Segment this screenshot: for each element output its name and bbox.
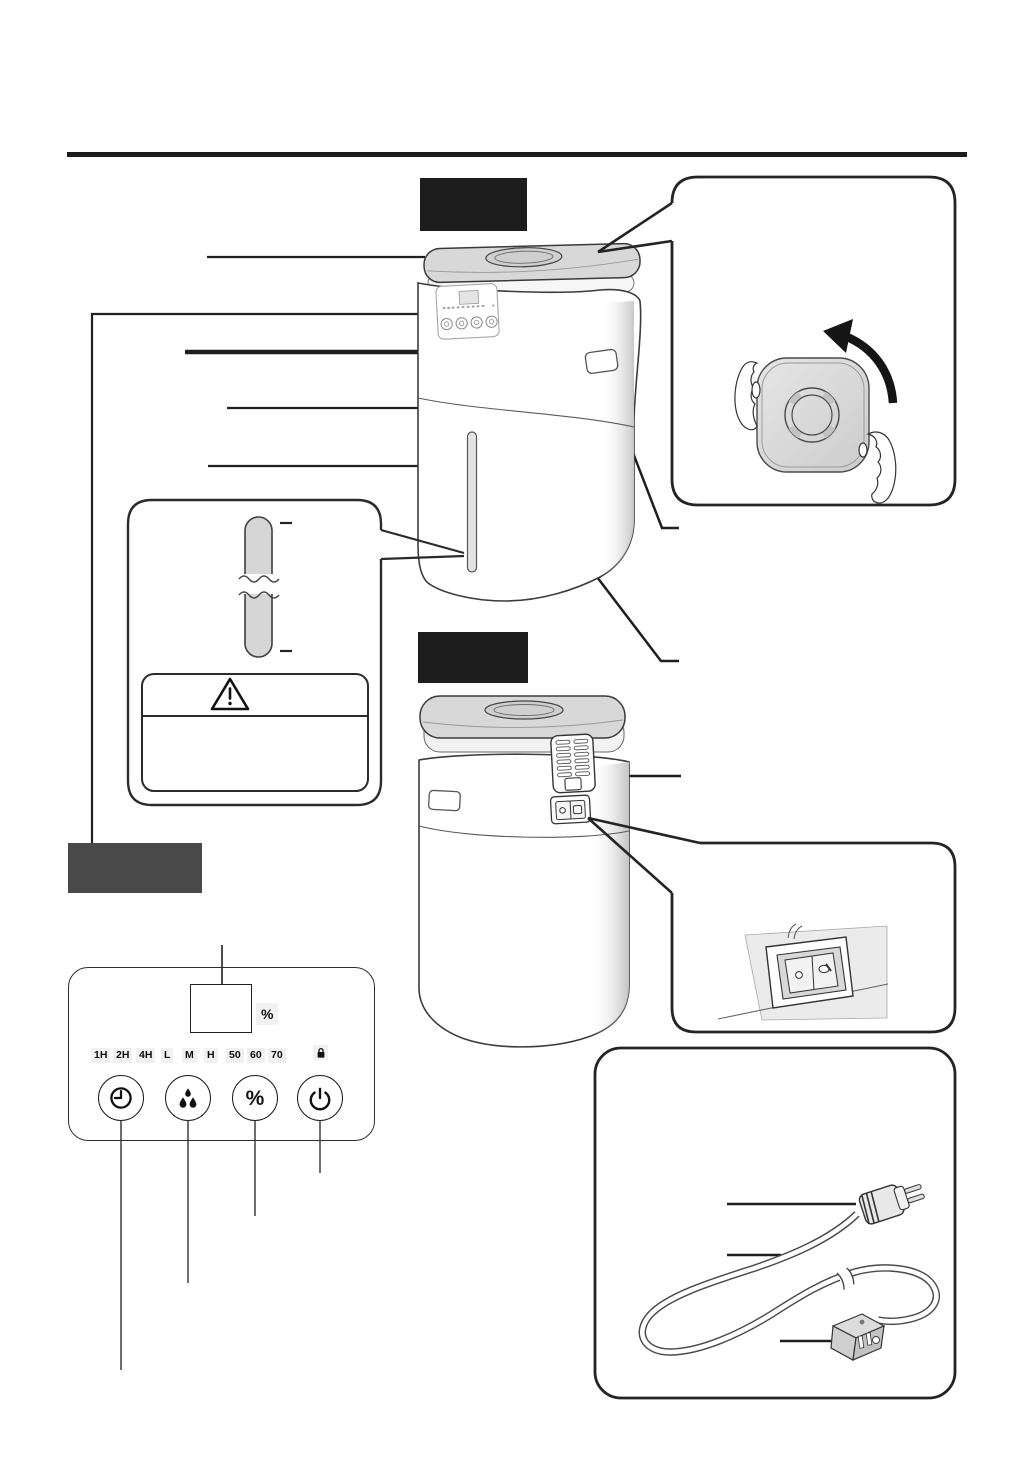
timer-button (98, 1075, 144, 1121)
timer-chip-4h: 4H (136, 1048, 155, 1063)
water-level-detail-box (128, 500, 464, 805)
lock-icon (313, 1045, 328, 1060)
power-icon (307, 1085, 333, 1111)
power-cord (642, 1214, 936, 1352)
humidity-chip-60: 60 (247, 1048, 265, 1063)
mist-chip-low: L (161, 1048, 173, 1063)
front-panel-display (459, 290, 479, 304)
timer-chip-2h: 2H (113, 1048, 132, 1063)
power-plug (858, 1176, 927, 1225)
back-view-label-box (418, 632, 528, 683)
front-control-panel (436, 283, 500, 339)
panel-display (190, 984, 252, 1033)
humidity-chip-70: 70 (268, 1048, 286, 1063)
clock-icon (108, 1085, 134, 1111)
display-unit-label: % (256, 1003, 278, 1025)
air-filter-grille (551, 734, 596, 793)
humidifier-back-view (419, 696, 629, 1047)
caution-note-box (142, 674, 368, 791)
humidifier-front-view (418, 243, 641, 601)
power-switch-detail-box (588, 818, 955, 1032)
left-hand (735, 362, 760, 430)
mist-level-button (165, 1075, 211, 1121)
front-body-shading (600, 301, 634, 577)
lid-rotation-detail-box (598, 177, 955, 505)
humidity-button (232, 1075, 278, 1121)
mist-chip-high: H (204, 1048, 218, 1063)
power-button (297, 1075, 343, 1121)
front-handle (585, 349, 619, 374)
top-rule (67, 152, 967, 157)
timer-chip-1h: 1H (91, 1048, 110, 1063)
front-lid (424, 243, 641, 283)
water-level-window (468, 432, 477, 572)
water-drops-icon (175, 1085, 201, 1111)
back-lid (420, 696, 625, 738)
back-body-shading (588, 762, 629, 1037)
back-handle (428, 790, 460, 811)
main-power-switch (550, 795, 590, 824)
mist-chip-med: M (182, 1048, 197, 1063)
front-view-label-box (420, 178, 527, 231)
humidity-chip-50: 50 (226, 1048, 244, 1063)
lid-top-view (757, 358, 869, 472)
control-panel-label-box (68, 843, 202, 893)
cord-connector (831, 1314, 884, 1360)
percent-icon: % (245, 1086, 265, 1110)
base-callout-line (597, 577, 679, 661)
power-cord-box (595, 1048, 955, 1398)
